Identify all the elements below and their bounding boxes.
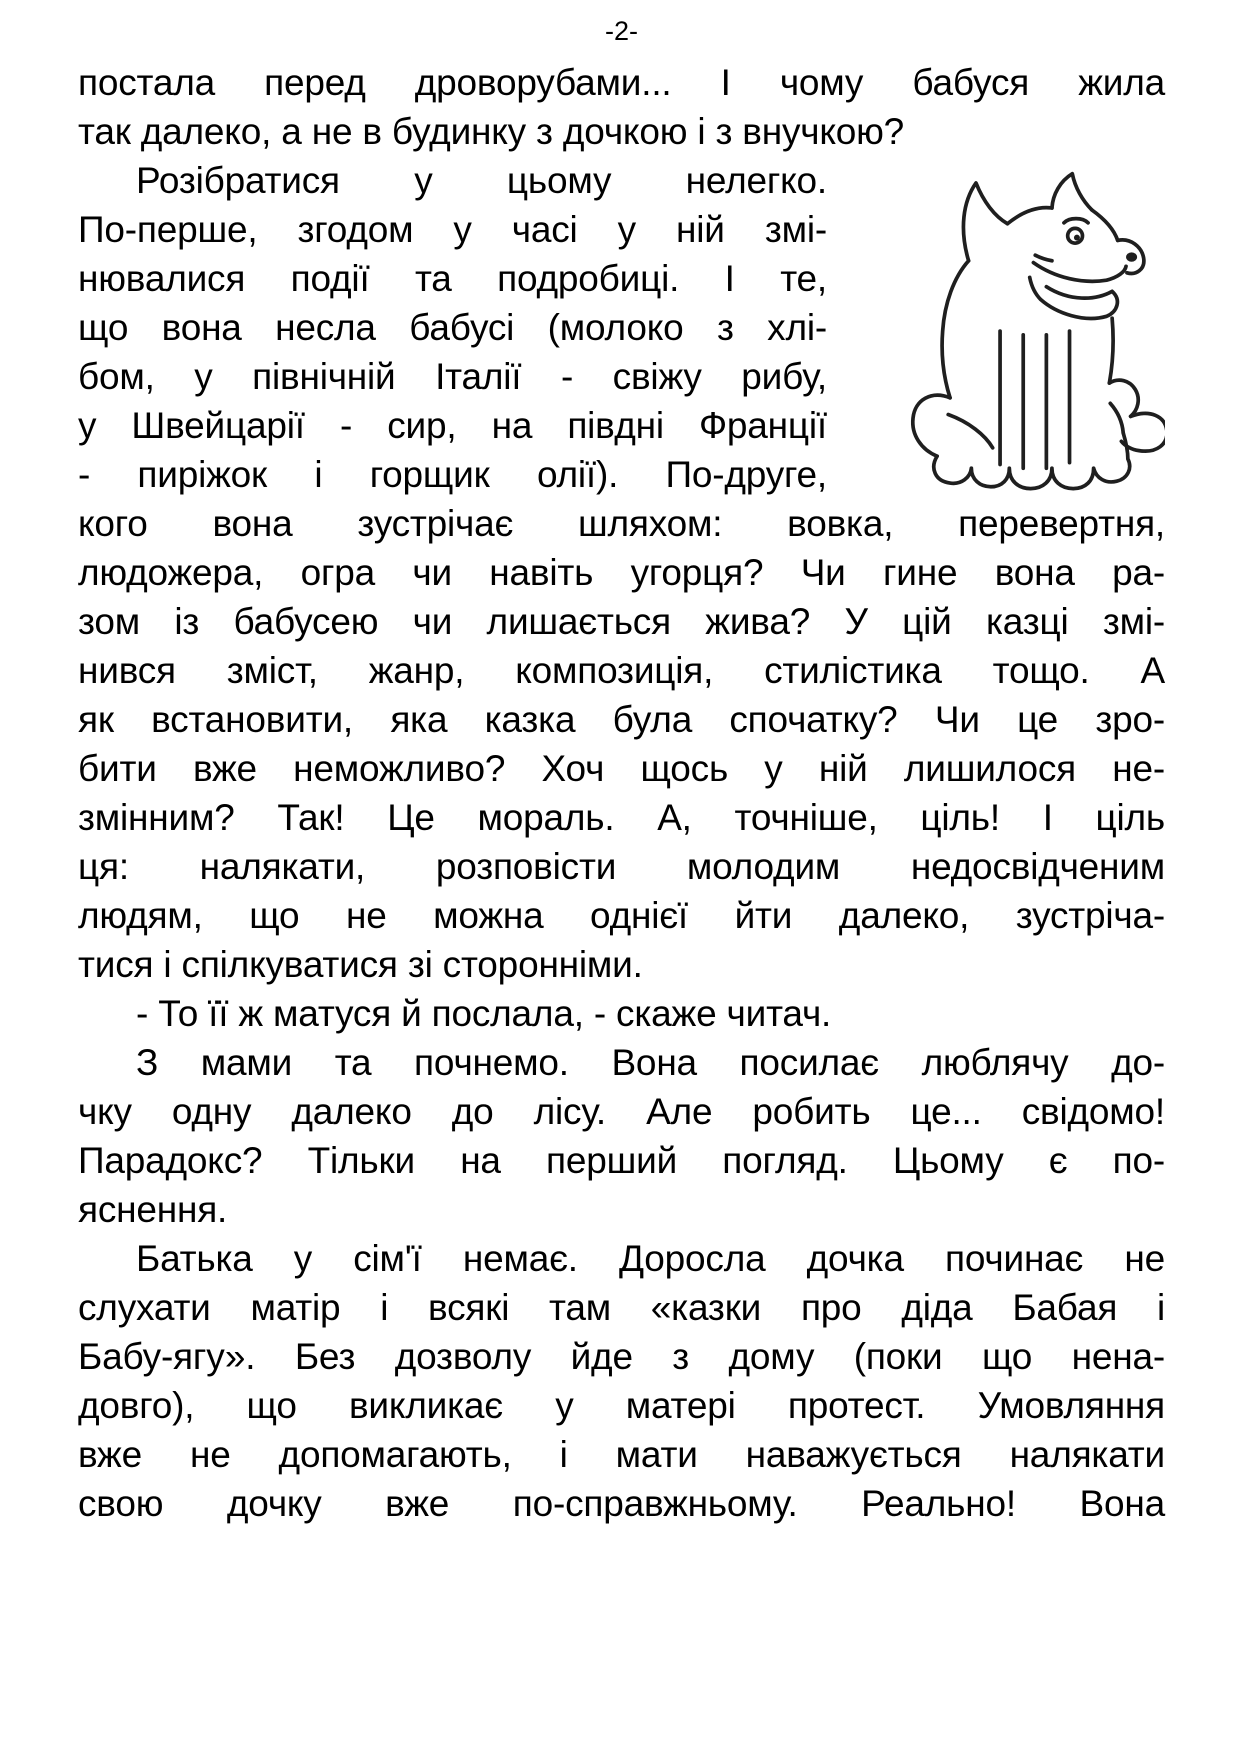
wolf-pupil xyxy=(1074,235,1080,241)
text-line: ця: налякати, розповісти молодим недосвідченим xyxy=(78,846,1165,887)
wolf-right-haunch-line xyxy=(1110,403,1123,433)
page-number: -2- xyxy=(605,16,638,46)
text-line: бити вже неможливо? Хоч щось у ній лишилося не- xyxy=(78,748,1165,789)
text-line: З мами та почнемо. Вона посилає люблячу до- xyxy=(136,1042,1165,1083)
wolf-right-haunch xyxy=(1109,380,1138,416)
wolf-muzzle-crease xyxy=(1035,255,1052,261)
wolf-nostril xyxy=(1126,252,1137,261)
text-line: чку одну далеко до лісу. Але робить це... свідомо! xyxy=(78,1091,1165,1132)
text-line: що вона несла бабусі (молоко з хлі- xyxy=(78,307,827,348)
text-line: нився зміст, жанр, композиція, стилістика тощо. А xyxy=(78,650,1165,691)
text-line: - пиріжок і горщик олії). По-друге, xyxy=(78,454,827,495)
text-line: довго), що викликає у матері протест. Умовляння xyxy=(78,1385,1165,1426)
text-line: як встановити, яка казка була спочатку? Чи це зро- xyxy=(78,699,1165,740)
text-line: постала перед дроворубами... І чому бабуся жила xyxy=(78,62,1165,103)
wolf-jaw xyxy=(1030,277,1118,318)
text-line: Парадокс? Тільки на перший погляд. Цьому є по- xyxy=(78,1140,1165,1181)
wolf-mouth xyxy=(1033,263,1126,282)
text-line: яснення. xyxy=(78,1189,228,1230)
wolf-body-right xyxy=(1109,318,1113,383)
wolf-head-top xyxy=(1007,208,1051,224)
text-line: так далеко, а не в будинку з дочкою і з внучкою? xyxy=(78,111,905,152)
text-line: людям, що не можна однієї йти далеко, зустріча- xyxy=(78,895,1165,936)
page-text xyxy=(78,58,1165,1528)
wolf-paws xyxy=(934,433,1130,489)
wolf-front-legs xyxy=(1000,331,1069,468)
text-line: бом, у північній Італії - свіжу рибу, xyxy=(78,356,827,397)
text-line: свою дочку вже по-справжньому. Реально! Вона xyxy=(78,1483,1165,1524)
text-line: кого вона зустрічає шляхом: вовка, перевертня, xyxy=(78,503,1165,544)
text-line: зом із бабусею чи лишається жива? У цій казці змі- xyxy=(78,601,1165,642)
text-line: По-перше, згодом у часі у ній змі- xyxy=(78,209,827,250)
wolf-right-ear xyxy=(1052,174,1092,210)
text-line: людожера, огра чи навіть угорця? Чи гине вона ра- xyxy=(78,552,1165,593)
wolf-illustration xyxy=(827,156,1165,499)
text-line: нювалися події та подробиці. І те, xyxy=(78,258,827,299)
wolf-body-left xyxy=(942,261,968,398)
wolf-drawing-icon xyxy=(887,170,1165,496)
text-line: тися і спілкуватися зі сторонніми. xyxy=(78,944,643,985)
wolf-left-ear xyxy=(963,183,1007,261)
wolf-left-haunch xyxy=(913,395,950,456)
text-line: змінним? Так! Це мораль. А, точніше, ціль! І ціль xyxy=(78,797,1165,838)
text-line: Батька у сім'ї немає. Доросла дочка починає не xyxy=(136,1238,1165,1279)
text-line: у Швейцарії - сир, на півдні Франції xyxy=(78,405,827,446)
text-line: Бабу-ягу». Без дозволу йде з дому (поки що нена- xyxy=(78,1336,1165,1377)
wolf-brow xyxy=(1064,219,1088,223)
text-line: слухати матір і всякі там «казки про діда Бабая і xyxy=(78,1287,1165,1328)
text-line: вже не допомагають, і мати наважується налякати xyxy=(78,1434,1165,1475)
text-line: Розібратися у цьому нелегко. xyxy=(136,160,827,201)
wolf-snout xyxy=(1092,210,1118,241)
text-line: - То її ж матуся й послала, - скаже читач. xyxy=(136,993,832,1034)
wolf-left-haunch-line xyxy=(948,415,992,448)
